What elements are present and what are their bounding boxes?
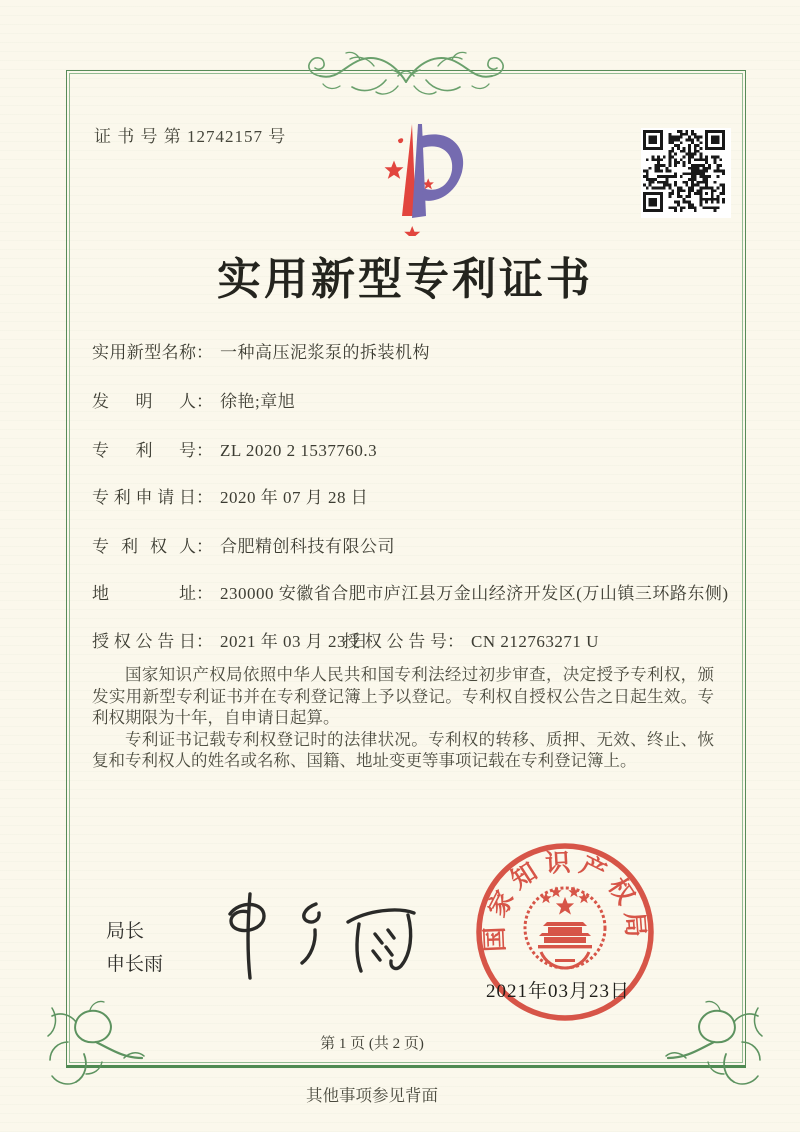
- back-side-note: 其他事项参见背面: [306, 1086, 438, 1105]
- field-label: 专利号: [92, 441, 196, 460]
- certificate-number: 证 书 号 第 12742157 号: [94, 127, 287, 146]
- field-value-grant-no: CN 212763271 U: [471, 632, 599, 651]
- legal-paragraph-1: 国家知识产权局依照中华人民共和国专利法经过初步审查，决定授予专利权，颁发实用新型专利证书并在专利登记簿上予以登记。专利权自授权公告之日起生效。专利权期限为十年，自申请日起算。: [92, 665, 714, 727]
- field-value-patentee: 合肥精创科技有限公司: [220, 537, 395, 556]
- field-colon: ：: [447, 632, 464, 651]
- field-colon: ：: [196, 632, 213, 651]
- field-row-patent-no: [92, 440, 377, 462]
- field-label: 发明人: [92, 392, 196, 411]
- field-colon: ：: [196, 537, 213, 556]
- field-value-inventor: 徐艳;章旭: [220, 392, 296, 411]
- field-row-name: [92, 342, 430, 364]
- signer-name: 申长雨: [106, 954, 164, 975]
- field-colon: ：: [196, 488, 213, 507]
- field-label: 实用新型名称: [92, 343, 196, 362]
- signer-title: 局长: [106, 921, 145, 942]
- field-value-grant-date: 2021 年 03 月 23 日: [220, 632, 369, 651]
- field-colon: ：: [196, 343, 213, 362]
- field-value-address: 230000 安徽省合肥市庐江县万金山经济开发区(万山镇三环路东侧): [220, 584, 729, 603]
- field-row-grant-date: [92, 631, 368, 653]
- legal-paragraph-2: 专利证书记载专利权登记时的法律状况。专利权的转移、质押、无效、终止、恢复和专利权人的姓名或名称、国籍、地址变更等事项记载在专利登记簿上。: [92, 729, 714, 770]
- field-label: 专利申请日: [92, 488, 196, 507]
- qr-code-canvas: [643, 130, 725, 212]
- field-value-patent-no: ZL 2020 2 1537760.3: [220, 441, 378, 460]
- field-row-filing-date: [92, 487, 368, 509]
- field-row-grant-no: [343, 631, 599, 653]
- field-row-address: [92, 583, 760, 605]
- seal-date: 2021年03月23日: [485, 981, 630, 1002]
- field-value-filing-date: 2020 年 07 月 28 日: [220, 488, 369, 507]
- field-label: 授权公告日: [92, 632, 196, 651]
- field-colon: ：: [196, 584, 213, 603]
- certificate-title: 实用新型专利证书: [217, 255, 593, 304]
- field-label: 授权公告号: [343, 632, 447, 651]
- field-row-patentee: [92, 536, 395, 558]
- seal-agency-text: 国家知识产权局: [481, 849, 649, 953]
- field-value-name: 一种高压泥浆泵的拆装机构: [220, 343, 430, 362]
- national-emblem: [525, 886, 605, 968]
- qr-code: [641, 128, 731, 218]
- page-number: 第 1 页 (共 2 页): [320, 1036, 424, 1052]
- director-signature: [212, 886, 422, 986]
- legal-text-block: [92, 664, 714, 772]
- cnipa-logo: [342, 110, 468, 236]
- signer-block: [106, 915, 163, 981]
- field-row-inventor: [92, 391, 295, 413]
- field-label: 地址: [92, 584, 196, 603]
- field-colon: ：: [196, 392, 213, 411]
- field-label: 专利权人: [92, 537, 196, 556]
- field-colon: ：: [196, 441, 213, 460]
